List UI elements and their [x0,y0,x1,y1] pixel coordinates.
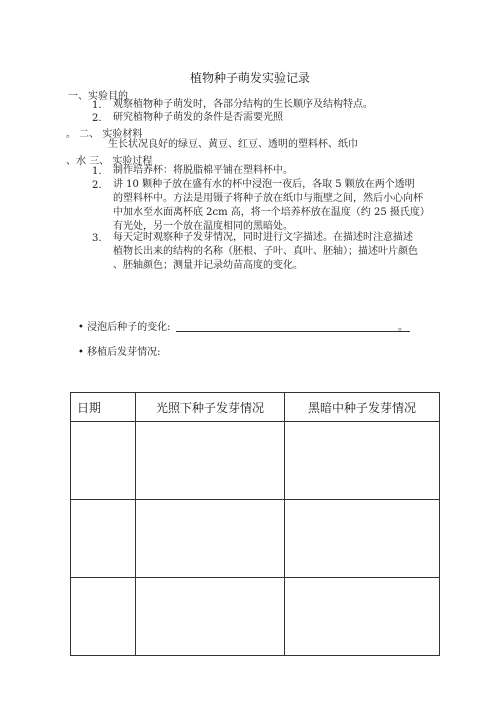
item-number: 2. [92,113,102,124]
purpose-item-1: 观察植物种子萌发时，各部分结构的生长顺序及结构特点。 [113,99,373,110]
date-cell[interactable] [71,500,136,578]
dark-cell[interactable] [285,422,440,500]
light-cell[interactable] [136,422,285,500]
date-column-header: 日期 [71,393,136,422]
light-column-header: 光照下种子发芽情况 [136,393,285,422]
date-cell[interactable] [71,578,136,656]
item-number: 1. [92,100,102,111]
process-item-2-line: 有光处，另一个放在温度相同的黑暗处。 [113,221,293,232]
section-heading-purpose: 一、实验目的 [68,91,128,102]
materials-text: 生长状况良好的绿豆、黄豆、红豆、透明的塑料杯、纸巾 [108,139,358,150]
process-item-3-line: 、胚轴颜色；测量并记录幼苗高度的变化。 [113,260,303,271]
soak-change-answer-line[interactable] [176,331,410,332]
dark-cell[interactable] [285,500,440,578]
process-item-3-line: 每天定时观察种子发芽情况，同时进行文字描述。在描述时注意描述 [113,232,413,243]
process-item-1: 制作培养杯：将脱脂棉平铺在塑料杯中。 [113,165,293,176]
section-heading-materials: 。 二、 实验材料 [66,129,143,140]
transplant-label: • 移植后发芽情况: [78,347,161,358]
process-item-2-line: 中加水至水面离杯底 2cm 高，将一个培养杯放在温度（约 25 摄氏度） [113,207,430,218]
soak-change-end-mark: 。 [398,322,408,333]
germination-record-table [70,392,440,656]
light-cell[interactable] [136,578,285,656]
dark-cell[interactable] [285,578,440,656]
process-item-3-line: 植物长出来的结构的名称（胚根、子叶、真叶、胚轴）；描述叶片颜色 [113,246,418,257]
table-row [71,578,440,656]
table-header-row [71,393,440,422]
item-number: 3. [92,233,102,244]
soak-change-label: • 浸泡后种子的变化: [78,322,171,333]
item-number: 1. [92,166,102,177]
process-item-2-line: 的塑料杯中。方法是用镊子将种子放在纸巾与瓶壁之间，然后小心向杯 [113,193,423,204]
process-item-2-line: 讲 10 颗种子放在盛有水的杯中浸泡一夜后，各取 5 颗放在两个透明 [113,179,415,190]
item-number: 2. [92,180,102,191]
purpose-item-2: 研究植物种子萌发的条件是否需要光照 [113,112,283,123]
light-cell[interactable] [136,500,285,578]
section-heading-process: 、水 三、 实验过程 [66,156,153,167]
table-row [71,500,440,578]
dark-column-header: 黑暗中种子发芽情况 [285,393,440,422]
date-cell[interactable] [71,422,136,500]
page-title: 植物种子萌发实验记录 [189,71,310,85]
table-row [71,422,440,500]
